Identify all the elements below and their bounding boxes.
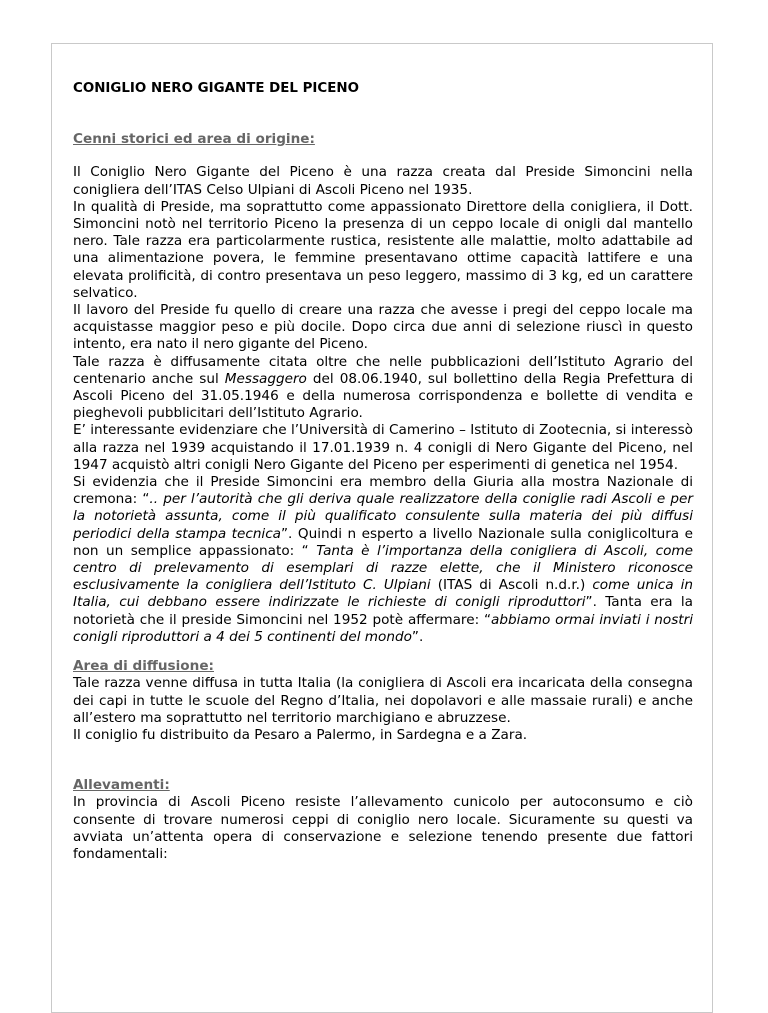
text-run: Tale razza è diffusamente citata oltre che nelle pubblicazioni dell’Istituto Agrario del centenario anche sul bbox=[73, 353, 693, 387]
heading-allevamenti: Allevamenti: bbox=[73, 777, 170, 794]
italic-run: Tanta è l’importanza della conigliera di Ascoli, come centro di prelevamento di esemplari di razze elette, che il Ministero riconosce esclusivamente la conigliera dell’Istituto C. Ulpiani bbox=[73, 542, 694, 594]
document-title: CONIGLIO NERO GIGANTE DEL PICENO bbox=[73, 81, 359, 96]
italic-run: Messaggero bbox=[224, 370, 307, 387]
paragraph-storia-3: Il lavoro del Preside fu quello di creare una razza che avesse i pregi del ceppo locale ma acquistasse maggior peso e più docile. Dopo circa due anni di selezione riuscì in questo intento, era nato il nero gigante del Piceno. bbox=[73, 302, 693, 353]
text-run: ”. bbox=[411, 628, 424, 645]
spacer bbox=[73, 744, 693, 777]
paragraph-diffusione-1: Tale razza venne diffusa in tutta Italia (la conigliera di Ascoli era incaricata della consegna dei capi in tutte le scuole del Regno d’Italia, nei dopolavori e alle massaie rurali) e anche all’estero ma soprattutto nel territorio marchigiano e abruzzese. bbox=[73, 675, 693, 726]
text-run: del 08.06.1940, sul bollettino della Regia Prefettura di Ascoli Piceno del 31.05.1946 e della numerosa corrispondenza e bollette di vendita e pieghevoli pubblicitari dell’Istituto Agrario. bbox=[73, 370, 693, 422]
paragraph-storia-4 bbox=[73, 354, 693, 423]
italic-run: come unica in Italia, cui debbano essere indirizzate le richieste di conigli riproduttori bbox=[73, 577, 693, 611]
document-body bbox=[73, 80, 693, 863]
paragraph-storia-6 bbox=[73, 474, 693, 646]
paragraph-allevamenti-1: In provincia di Ascoli Piceno resiste l’allevamento cunicolo per autoconsumo e ciò consente di trovare numerosi ceppi di coniglio nero locale. Sicuramente su questi va avviata un’attenta opera di conservazione e selezione tenendo presente due fattori fondamentali: bbox=[73, 794, 693, 862]
paragraph-storia-2: In qualità di Preside, ma soprattutto come appassionato Direttore della conigliera, il Dott. Simoncini notò nel territorio Piceno la presenza di un ceppo locale di onigli dal mantello nero. Tale razza era particolarmente rustica, resistente alle malattie, molto adattabile ad una alimentazione povera, le femmine presentavano ottime capacità lattifere e una elevata prolificità, di contro presentava un peso leggero, massimo di 3 kg, ed un carattere selvatico. bbox=[73, 198, 693, 301]
heading-area-diffusione: Area di diffusione: bbox=[73, 658, 214, 675]
text-run: ”. Quindi n esperto a livello Nazionale sulla coniglicoltura e non un semplice appassionato: “ bbox=[73, 525, 693, 559]
paragraph-storia-1: Il Coniglio Nero Gigante del Piceno è una razza creata dal Preside Simoncini nella conigliera dell’ITAS Celso Ulpiani di Ascoli Piceno nel 1935. bbox=[73, 164, 693, 198]
spacer bbox=[73, 646, 693, 658]
paragraph-storia-5: E’ interessante evidenziare che l’Università di Camerino – Istituto di Zootecnia, si interessò alla razza nel 1939 acquistando il 17.01.1939 n. 4 conigli di Nero Gigante del Piceno, nel 1947 acquistò altri conigli Nero Gigante del Piceno per esperimenti di genetica nel 1954. bbox=[73, 422, 693, 473]
text-run: Si evidenzia che il Preside Simoncini era membro della Giuria alla mostra Nazionale di cremona: “ bbox=[73, 474, 693, 508]
text-run: (ITAS di Ascoli n.d.r.) bbox=[430, 577, 593, 594]
paragraph-diffusione-2: Il coniglio fu distribuito da Pesaro a Palermo, in Sardegna e a Zara. bbox=[73, 726, 528, 743]
italic-run: abbiamo ormai inviati i nostri conigli riproduttori a 4 dei 5 continenti del mondo bbox=[73, 611, 694, 645]
text-run: ”. Tanta era la notorietà che il preside Simoncini nel 1952 potè affermare: “ bbox=[73, 594, 694, 628]
italic-run: .. per l’autorità che gli deriva quale realizzatore della coniglie radi Ascoli e per la notorietà assunta, come il più qualificato consulente sulla materia dei più diffusi periodici della stampa tecnica bbox=[73, 491, 693, 542]
heading-cenni-storici: Cenni storici ed area di origine: bbox=[73, 131, 315, 148]
